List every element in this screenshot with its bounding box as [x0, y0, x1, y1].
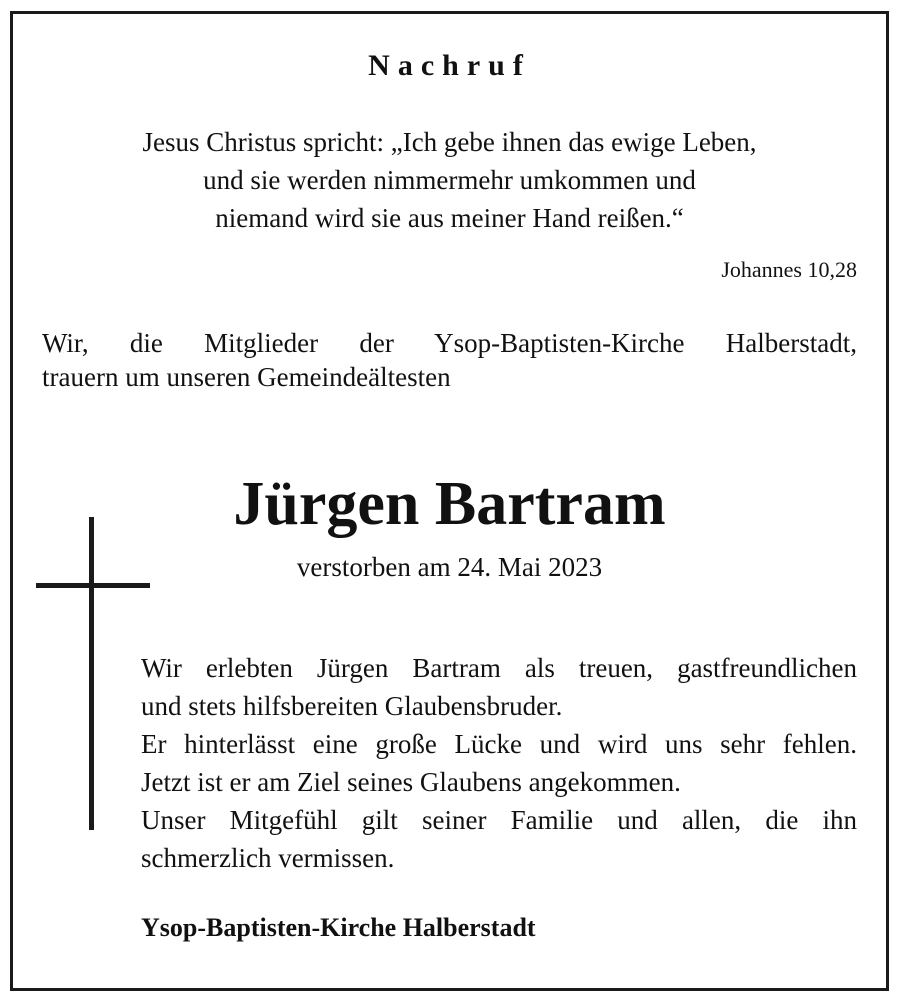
tribute-line: Wir erlebten Jürgen Bartram als treuen, gastfreundlichen: [141, 653, 857, 683]
tribute-line: schmerzlich vermissen.: [141, 843, 395, 873]
intro-text: [42, 326, 857, 394]
tribute-line: Jetzt ist er am Ziel seines Glaubens angekommen.: [141, 767, 681, 797]
cross-icon: [89, 517, 94, 830]
obituary-title: Nachruf: [368, 49, 531, 82]
death-date: verstorben am 24. Mai 2023: [296, 552, 603, 582]
verse-line: Jesus Christus spricht: „Ich gebe ihnen das ewige Leben,: [142, 127, 757, 157]
intro-line: Wir, die Mitglieder der Ysop-Baptisten-Kirche Halberstadt,: [42, 328, 857, 358]
deceased-name: Jürgen Bartram: [233, 470, 666, 538]
tribute-line: und stets hilfsbereiten Glaubensbruder.: [141, 691, 563, 721]
tribute-line: Unser Mitgefühl gilt seiner Familie und allen, die ihn: [141, 805, 857, 835]
cross-icon-crossbar: [36, 583, 150, 588]
bible-verse: [0, 123, 899, 237]
verse-reference: Johannes 10,28: [721, 257, 857, 282]
verse-line: niemand wird sie aus meiner Hand reißen.“: [215, 203, 684, 233]
tribute-line: Er hinterlässt eine große Lücke und wird uns sehr fehlen.: [141, 729, 857, 759]
intro-line: trauern um unseren Gemeindeältesten: [42, 362, 451, 392]
tribute-text: [141, 649, 857, 877]
signature: Ysop-Baptisten-Kirche Halberstadt: [141, 913, 536, 942]
verse-line: und sie werden nimmermehr umkommen und: [203, 165, 696, 195]
